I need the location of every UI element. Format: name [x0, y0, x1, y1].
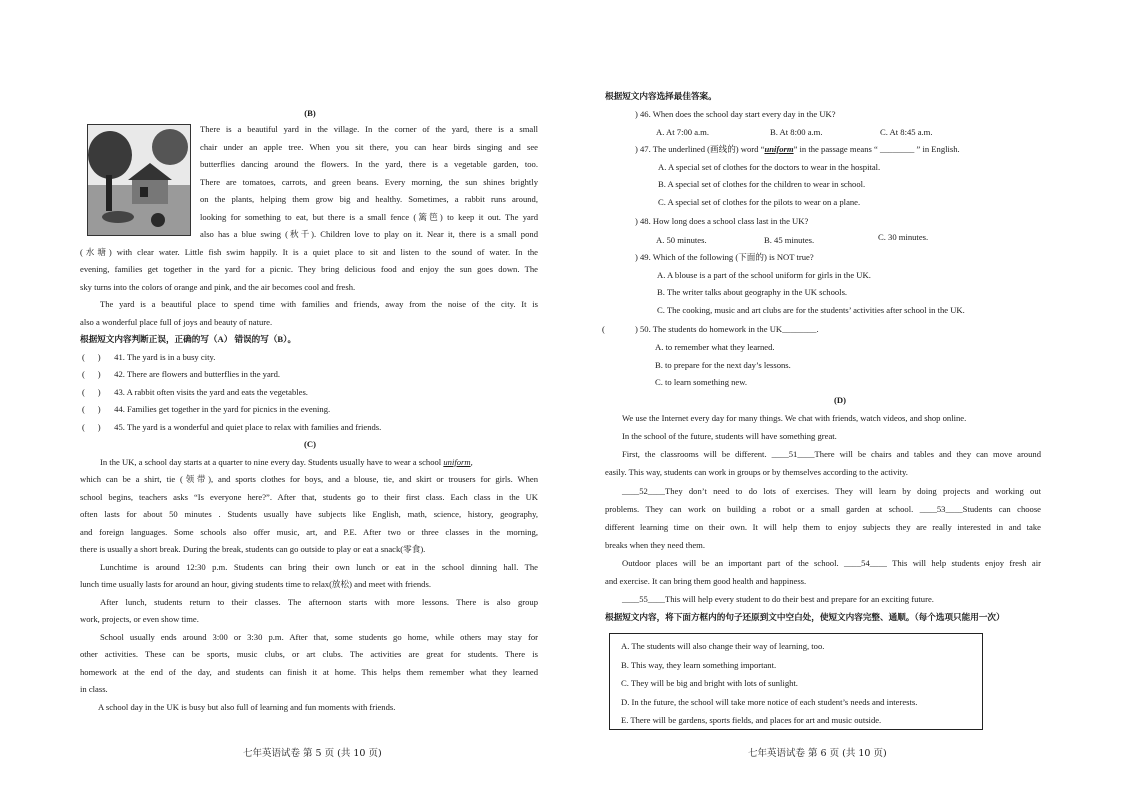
passage-d-line: breaks when they need them.: [605, 540, 705, 550]
option: A. A blouse is a part of the school uniform for girls in the UK.: [657, 269, 871, 280]
page-footer: 七年英语试卷 第 5 页 (共 10 页): [243, 748, 382, 759]
question-50: ) 50. The students do homework in the UK________.: [635, 324, 819, 334]
tf-item: ( ) 43. A rabbit often visits the yard and eats the vegetables.: [82, 386, 308, 397]
question-50-paren: (: [602, 324, 605, 334]
option: A. 50 minutes.: [656, 234, 707, 245]
option-box-item: D. In the future, the school will take more notice of each student’s needs and interests.: [621, 696, 918, 707]
question-47: ) 47. The underlined (画线的) word “uniform” in the passage means “ ________ ” in English.: [635, 144, 960, 154]
passage-c-line: other activities. These can be sports, music clubs, or art clubs. The activities are great for students. There is: [80, 649, 538, 659]
option: B. to prepare for the next day’s lessons.: [655, 359, 791, 370]
option: C. to learn something new.: [655, 377, 748, 387]
passage-b-line: sky turns into the colors of orange and pink, and the air becomes cool and fresh.: [80, 281, 356, 292]
tf-instruction: 根据短文内容判断正误，正确的写（A） 错误的写（B）。: [80, 334, 297, 344]
section-d-heading: (D): [834, 395, 846, 405]
option: B. The writer talks about geography in the UK schools.: [657, 287, 848, 297]
mc-instruction: 根据短文内容选择最佳答案。: [605, 91, 717, 101]
passage-b-line: (水塘) with clear water. Little fish swim happily. It is a quiet place to sit and listen to the sound of water. In the: [80, 246, 538, 257]
passage-b-line: There is a beautiful yard in the village. In the corner of the yard, there is a small: [200, 124, 538, 134]
tf-item: ( ) 45. The yard is a wonderful and quiet place to relax with families and friends.: [82, 421, 382, 432]
passage-c-line: lunch time usually lasts for around an hour, giving students time to relax(放松) and meet with friends.: [80, 579, 431, 589]
option: B. 45 minutes.: [764, 234, 815, 245]
passage-c-line: which can be a shirt, tie (领带), and sports clothes for boys, and a blouse, tie, and skirt or trousers for girls. When: [80, 474, 538, 484]
option: C. 30 minutes.: [878, 232, 929, 242]
passage-b-line: looking for something to eat, but there is a small fence (篱笆) to keep it out. The yard: [200, 211, 538, 222]
tf-item: ( ) 42. There are flowers and butterflies in the yard.: [82, 369, 281, 379]
passage-c-line: In the UK, a school day starts at a quarter to nine every day. Students usually have to wear a school uniform,: [100, 456, 473, 467]
option: B. At 8:00 a.m.: [770, 126, 823, 137]
option: C. A special set of clothes for the pilots to wear on a plane.: [658, 196, 861, 207]
passage-d-line: problems. They can work on building a robot or a small garden at school. ____53____Students can choose: [605, 504, 1041, 514]
question-46: ) 46. When does the school day start every day in the UK?: [635, 109, 836, 119]
option: C. At 8:45 a.m.: [880, 126, 933, 137]
passage-d-line: ____52____They don’t need to do lots of exercises. They will learn by doing projects and working out: [622, 486, 1041, 496]
question-48: ) 48. How long does a school class last in the UK?: [635, 216, 809, 226]
passage-b-line: The yard is a beautiful place to spend time with families and friends, away from the noise of the city. It is: [100, 299, 538, 309]
option-box-item: C. They will be big and bright with lots of sunlight.: [621, 678, 798, 688]
passage-c-line: in class.: [80, 684, 108, 694]
section-c-heading: (C): [304, 439, 316, 449]
passage-c-line: and foreign languages. Some schools also offer music, art, and P.E. After two or three classes in the morning,: [80, 526, 538, 537]
tf-item: ( ) 44. Families get together in the yard for picnics in the evening.: [82, 404, 331, 414]
passage-c-line: After lunch, students return to their classes. The afternoon starts with more lessons. There is also group: [100, 596, 538, 607]
option: C. The cooking, music and art clubs are for the students’ activities after school in the UK.: [657, 304, 965, 315]
passage-d-line: and exercise. It can bring them good health and happiness.: [605, 576, 807, 586]
option: A. A special set of clothes for the doctors to wear in the hospital.: [658, 161, 881, 172]
section-b-heading: (B): [304, 108, 316, 118]
option: A. to remember what they learned.: [655, 342, 775, 352]
page-footer: 七年英语试卷 第 6 页 (共 10 页): [748, 748, 887, 759]
option-box-item: B. This way, they learn something important.: [621, 659, 777, 670]
passage-b-line: also has a blue swing (秋千). Children love to play on it. Near it, there is a small pond: [200, 229, 538, 239]
option-box-item: A. The students will also change their way of learning, too.: [621, 641, 825, 651]
passage-d-line: different learning time on their own. It will help them to enjoy subjects they are really interested in and take: [605, 522, 1041, 532]
left-page: [0, 0, 560, 793]
passage-d-line: ____55____This will help every student to do their best and prepare for an exciting future.: [622, 594, 934, 604]
yard-illustration: [87, 124, 191, 236]
passage-c-line: work, projects, or even show time.: [80, 614, 199, 624]
passage-c-line: school begins, teachers asks “Is everyone here?”. After that, students go to their first class. Each class in the UK: [80, 491, 538, 502]
passage-b-line: chair under an apple tree. When you sit there, you can hear birds singing and see: [200, 141, 538, 152]
passage-d-line: In the school of the future, students will have something great.: [622, 431, 837, 441]
passage-c-line: School usually ends around 3:00 or 3:30 p.m. After that, some students go home, while others may stay for: [100, 631, 538, 642]
option: B. A special set of clothes for the children to wear in school.: [658, 179, 866, 189]
option-box-item: E. There will be gardens, sports fields, and places for art and music outside.: [621, 715, 882, 725]
fill-instruction: 根据短文内容，将下面方框内的句子还原到文中空白处，使短文内容完整、通顺。（每个选项只能用一次）: [605, 612, 1005, 622]
passage-b-line: There are tomatoes, carrots, and green beans. Every morning, the sun shines brightly: [200, 176, 538, 187]
passage-c-line: homework at the end of the day, and students can finish it at home. This helps them remember what they learned: [80, 666, 538, 677]
passage-c-line: A school day in the UK is busy but also full of learning and fun moments with friends.: [98, 701, 396, 712]
options-box: [609, 633, 983, 730]
passage-b-line: also a wonderful place full of joys and beauty of nature.: [80, 316, 273, 327]
passage-c-line: Lunchtime is around 12:30 p.m. Students can bring their own lunch or eat in the school dinning hall. The: [100, 561, 538, 572]
question-49: ) 49. Which of the following (下面的) is NOT true?: [635, 252, 814, 262]
passage-b-line: butterflies dancing around the flowers. In the yard, there is a vegetable garden, too.: [200, 159, 538, 169]
option: A. At 7:00 a.m.: [656, 126, 709, 137]
passage-c-line: there is usually a short break. During the break, students can go outside to play or eat a snack(零食).: [80, 544, 426, 554]
tf-item: ( ) 41. The yard is in a busy city.: [82, 351, 216, 362]
passage-d-line: First, the classrooms will be different. ____51____There will be chairs and tables and they can move around: [622, 449, 1041, 459]
passage-c-line: often lasts for about 50 minutes . Students usually have subjects like English, math, science, history, geography,: [80, 509, 538, 519]
passage-d-line: Outdoor places will be an important part of the school. ____54____ This will help students enjoy fresh air: [622, 558, 1041, 568]
passage-d-line: easily. This way, students can work in groups or by themselves according to the activity.: [605, 467, 908, 477]
passage-b-line: evening, families get together in the yard for a picnic. They bring delicious food and enjoy the sun goes down. The: [80, 264, 538, 274]
passage-d-line: We use the Internet every day for many things. We chat with friends, watch videos, and shop online.: [622, 413, 967, 423]
passage-b-line: on the plants, helping them grow big and healthy. Sometimes, a rabbit runs around,: [200, 194, 538, 204]
